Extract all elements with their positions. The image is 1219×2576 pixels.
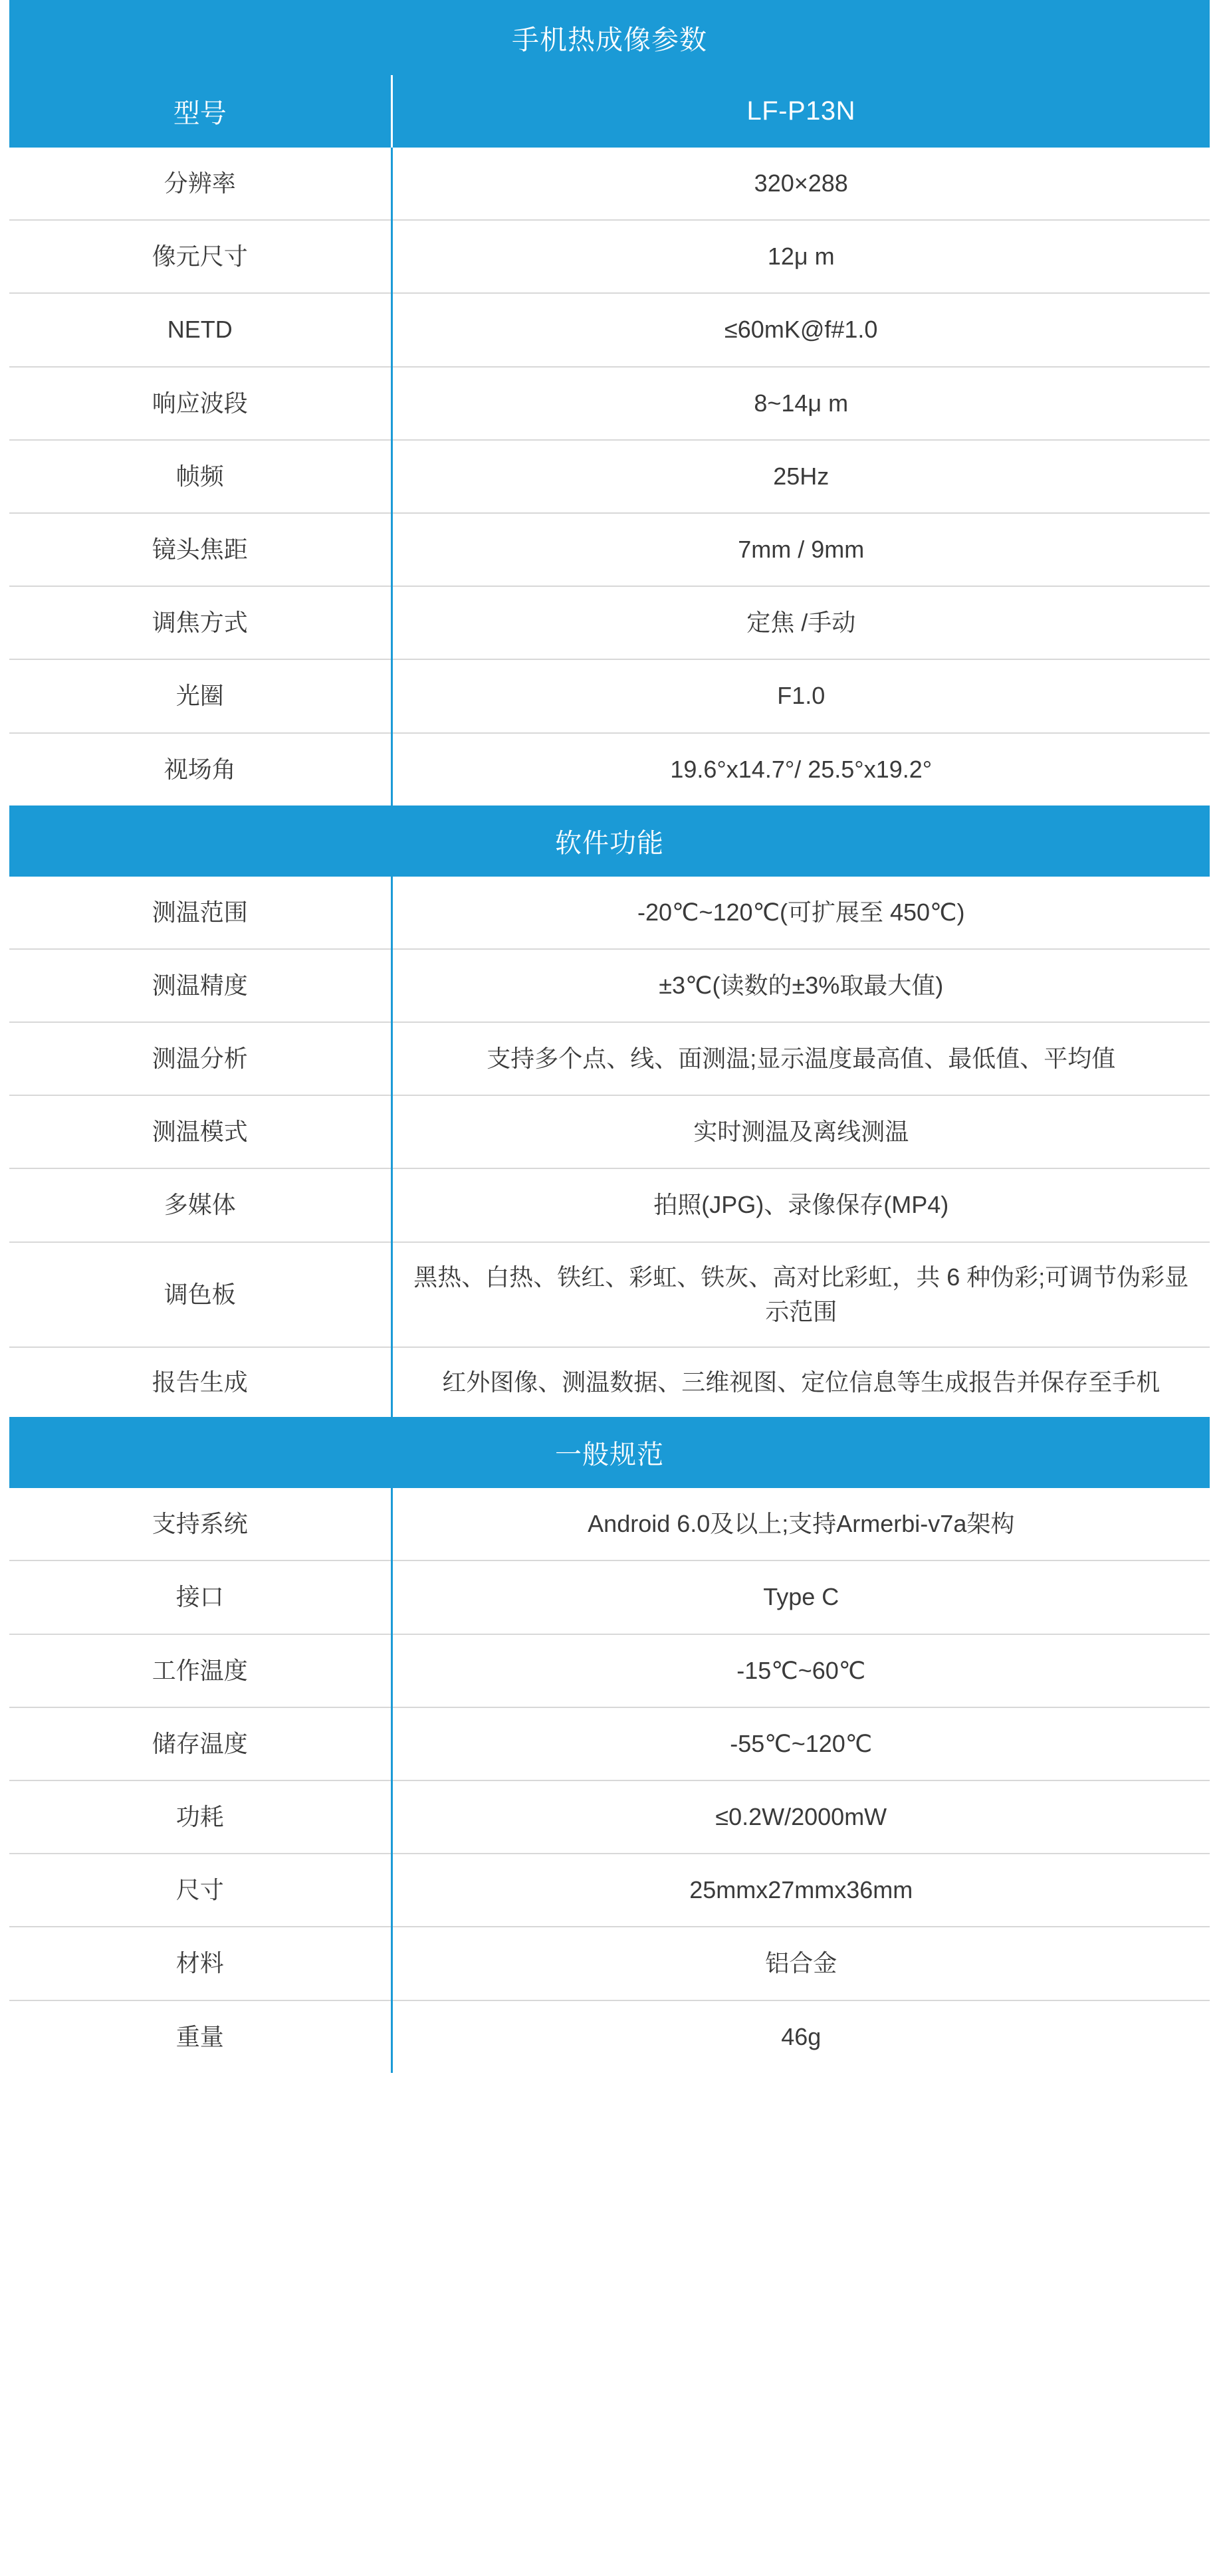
model-value: LF-P13N (391, 75, 1210, 148)
section-heading-label: 一般规范 (9, 1417, 1210, 1488)
table-row (9, 659, 1210, 732)
row-value: 红外图像、测温数据、三维视图、定位信息等生成报告并保存至手机 (442, 1368, 1161, 1396)
table-row (9, 367, 1210, 440)
table-row (9, 293, 1210, 366)
row-label: 报告生成 (9, 1347, 391, 1417)
table-row (9, 220, 1210, 293)
row-label: NETD (9, 293, 391, 366)
spec-table (9, 0, 1210, 2073)
row-label: 视场角 (9, 733, 391, 805)
table-row (9, 1854, 1210, 1927)
model-row (9, 75, 1210, 148)
row-label: 重量 (9, 2000, 391, 2073)
row-value: Android 6.0及以上;支持Armerbi-v7a架构 (391, 1488, 1210, 1560)
table-row (9, 2000, 1210, 2073)
table-row (9, 733, 1210, 805)
table-row (9, 1022, 1210, 1095)
table-row (9, 1927, 1210, 2000)
row-value: 25mmx27mmx36mm (391, 1854, 1210, 1927)
table-row (9, 877, 1210, 949)
row-value: F1.0 (391, 659, 1210, 732)
table-row (9, 1242, 1210, 1347)
row-value: 黑热、白热、铁红、彩虹、铁灰、高对比彩虹，共 6 种伪彩;可调节伪彩显示范围 (391, 1242, 1210, 1347)
table-row (9, 513, 1210, 586)
row-value: 12μ m (391, 220, 1210, 293)
row-label: 支持系统 (9, 1488, 391, 1560)
row-value: 定焦 /手动 (391, 586, 1210, 659)
row-label: 测温分析 (9, 1022, 391, 1095)
row-value: 实时测温及离线测温 (391, 1095, 1210, 1168)
table-row (9, 440, 1210, 513)
row-value: -15℃~60℃ (391, 1634, 1210, 1707)
row-value: 25Hz (391, 440, 1210, 513)
table-row (9, 1560, 1210, 1634)
row-label: 镜头焦距 (9, 513, 391, 586)
row-value: 19.6°x14.7°/ 25.5°x19.2° (670, 755, 933, 783)
row-value: 8~14μ m (391, 367, 1210, 440)
table-row (9, 1780, 1210, 1854)
table-row (9, 148, 1210, 220)
table-row (9, 586, 1210, 659)
row-value: ≤60mK@f#1.0 (391, 293, 1210, 366)
row-label: 尺寸 (9, 1854, 391, 1927)
row-label: 材料 (9, 1927, 391, 2000)
row-value: 拍照(JPG)、录像保存(MP4) (391, 1168, 1210, 1241)
row-label: 像元尺寸 (9, 220, 391, 293)
row-label: 帧频 (9, 440, 391, 513)
row-label: 调色板 (9, 1242, 391, 1347)
row-value: 铝合金 (391, 1927, 1210, 2000)
row-label: 多媒体 (9, 1168, 391, 1241)
row-value: Type C (391, 1560, 1210, 1634)
page-title: 手机热成像参数 (9, 0, 1210, 75)
table-row (9, 949, 1210, 1022)
row-value: 7mm / 9mm (391, 513, 1210, 586)
row-label: 响应波段 (9, 367, 391, 440)
row-value: -55℃~120℃ (391, 1707, 1210, 1780)
table-title-row (9, 0, 1210, 75)
row-label: 测温精度 (9, 949, 391, 1022)
row-label: 测温模式 (9, 1095, 391, 1168)
row-value: ±3℃(读数的±3%取最大值) (391, 949, 1210, 1022)
table-row (9, 1488, 1210, 1560)
row-label: 测温范围 (9, 877, 391, 949)
row-label: 工作温度 (9, 1634, 391, 1707)
row-label: 接口 (9, 1560, 391, 1634)
row-label: 功耗 (9, 1780, 391, 1854)
model-label: 型号 (9, 75, 391, 148)
row-value: -20℃~120℃(可扩展至 450℃) (391, 877, 1210, 949)
row-label: 分辨率 (9, 148, 391, 220)
section-heading-label: 软件功能 (9, 805, 1210, 877)
table-row (9, 1168, 1210, 1241)
row-value: 支持多个点、线、面测温;显示温度最高值、最低值、平均值 (391, 1022, 1210, 1095)
row-label: 光圈 (9, 659, 391, 732)
row-label: 调焦方式 (9, 586, 391, 659)
row-value: 46g (781, 2022, 822, 2050)
section-heading-general (9, 1417, 1210, 1488)
section-heading-software (9, 805, 1210, 877)
row-value: 320×288 (391, 148, 1210, 220)
table-row (9, 1095, 1210, 1168)
row-label: 储存温度 (9, 1707, 391, 1780)
row-value: ≤0.2W/2000mW (391, 1780, 1210, 1854)
table-row (9, 1634, 1210, 1707)
table-row (9, 1347, 1210, 1417)
table-row (9, 1707, 1210, 1780)
